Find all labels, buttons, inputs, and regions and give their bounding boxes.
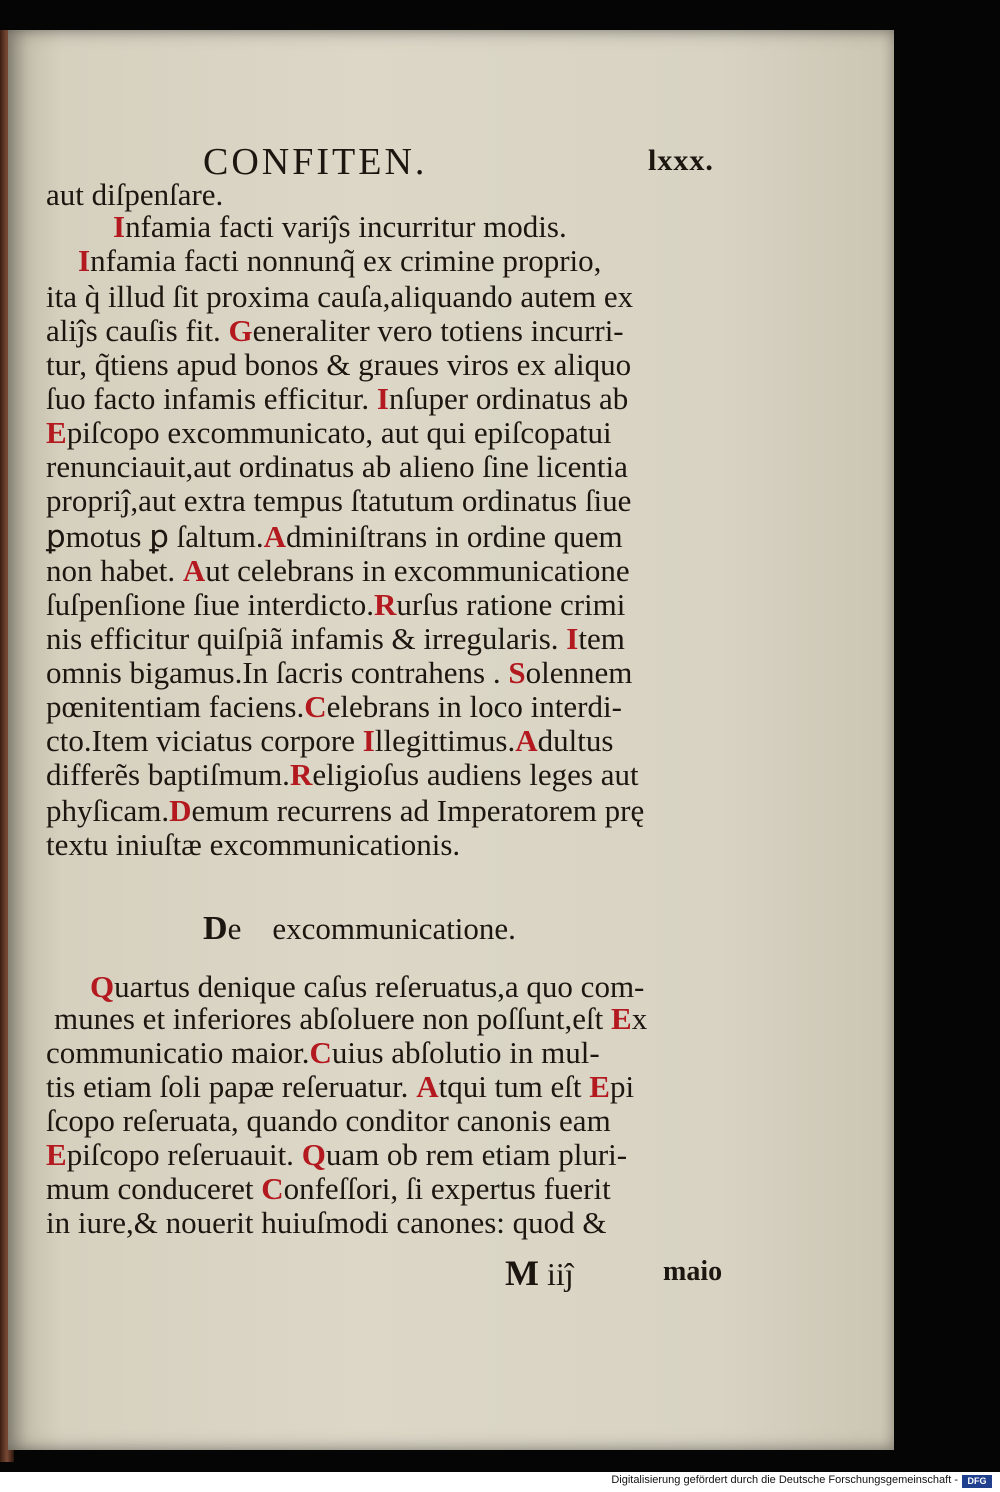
text-line xyxy=(90,970,644,1004)
line-text: elebrans in loco interdi- xyxy=(326,689,622,724)
text-line xyxy=(46,450,628,484)
book-page xyxy=(8,30,894,1450)
rubricated-initial: A xyxy=(263,519,286,554)
line-text: uius abſolutio in mul- xyxy=(331,1035,600,1070)
rubricated-initial: I xyxy=(113,209,126,244)
rubricated-initial: E xyxy=(46,1137,67,1172)
heading-initial: D xyxy=(203,910,228,947)
line-text: uam ob rem etiam pluri- xyxy=(325,1137,628,1172)
line-text: differẽs baptiſmum. xyxy=(46,757,290,792)
line-text: nfamia facti nonnunq̃ ex crimine proprio, xyxy=(90,243,602,278)
rubricated-initial: A xyxy=(182,553,206,588)
line-text: nfamia facti variĵs incurritur modis. xyxy=(125,209,567,244)
rubricated-initial: I xyxy=(362,723,375,758)
line-text: communicatio maior. xyxy=(46,1035,310,1070)
line-text: piſcopo excommunicato, aut qui epiſcopatui xyxy=(66,415,612,450)
line-text: ut celebrans in excommunicatione xyxy=(205,553,630,588)
line-text: ſuſpenſione ſiue interdicto. xyxy=(46,587,374,622)
text-line xyxy=(46,1138,627,1172)
line-text: munes et inferiores abſoluere non poſſunt,eſt xyxy=(54,1001,611,1036)
line-text: eneraliter vero totiens incurri- xyxy=(252,313,624,348)
text-line xyxy=(46,588,625,622)
line-text: nſuper ordinatus ab xyxy=(388,381,629,416)
line-text: olennem xyxy=(525,655,633,690)
rubricated-initial: D xyxy=(169,793,192,828)
line-text: tem xyxy=(578,621,625,656)
signature-letter: M xyxy=(505,1253,539,1293)
line-text: nis efficitur quiſpiã infamis & irregularis. xyxy=(46,621,567,656)
text-line xyxy=(78,244,601,278)
line-text: dminiſtrans in ordine quem xyxy=(286,519,623,554)
line-text: ſcopo reſeruata, quando conditor canonis eam xyxy=(46,1103,611,1138)
line-text: propriĵ,aut extra tempus ſtatutum ordinatus ſiue xyxy=(46,483,632,518)
line-text: tqui tum eſt xyxy=(438,1069,590,1104)
text-line xyxy=(46,280,633,314)
line-text: aut diſpenſare. xyxy=(46,177,224,212)
rubricated-initial: E xyxy=(46,415,67,450)
text-line xyxy=(46,416,612,450)
folio-number: lxxx. xyxy=(648,144,714,177)
text-line xyxy=(46,178,223,212)
heading-text: e excommunicatione. xyxy=(227,911,516,946)
text-line xyxy=(113,210,567,244)
section-heading xyxy=(203,910,516,948)
signature-mark xyxy=(505,1252,574,1294)
text-line xyxy=(46,622,625,656)
text-line xyxy=(46,656,632,690)
dfg-logo: DFG xyxy=(962,1475,992,1488)
text-line xyxy=(46,520,623,554)
line-text: llegittimus. xyxy=(374,723,516,758)
rubricated-initial: C xyxy=(304,689,327,724)
line-text: aliĵs cauſis fit. xyxy=(46,313,229,348)
line-text: pi xyxy=(609,1069,635,1104)
line-text: ita q̀ illud ſit proxima cauſa,aliquando autem ex xyxy=(46,279,634,314)
footer-bar xyxy=(0,1472,1000,1492)
text-line xyxy=(46,1070,634,1104)
rubricated-initial: R xyxy=(374,587,397,622)
rubricated-initial: C xyxy=(261,1171,284,1206)
text-line xyxy=(46,1172,611,1206)
line-text: tis etiam ſoli papæ reſeruatur. xyxy=(46,1069,417,1104)
line-text: onfeſſori, ſi expertus fuerit xyxy=(283,1171,611,1206)
line-text: tur, q̃tiens apud bonos & graues viros ex aliquo xyxy=(46,347,632,382)
line-text: pœnitentiam faciens. xyxy=(46,689,305,724)
rubricated-initial: C xyxy=(309,1035,332,1070)
line-text: uartus denique caſus reſeruatus,a quo com- xyxy=(114,969,645,1004)
rubricated-initial: S xyxy=(508,655,526,690)
line-text: emum recurrens ad Imperatorem prę xyxy=(191,793,645,828)
rubricated-initial: I xyxy=(78,243,91,278)
line-text: x xyxy=(631,1001,648,1036)
signature-number: iiĵ xyxy=(546,1256,574,1292)
text-line xyxy=(46,690,622,724)
line-text: in iure,& nouerit huiuſmodi canones: quod & xyxy=(46,1205,607,1240)
line-text: omnis bigamus.In ſacris contrahens . xyxy=(46,655,509,690)
rubricated-initial: I xyxy=(566,621,579,656)
text-line xyxy=(46,348,631,382)
line-text: eligioſus audiens leges aut xyxy=(312,757,639,792)
text-line xyxy=(54,1002,647,1036)
text-line xyxy=(46,1104,611,1138)
rubricated-initial: A xyxy=(515,723,538,758)
rubricated-initial: I xyxy=(376,381,389,416)
text-line xyxy=(46,484,631,518)
rubricated-initial: E xyxy=(611,1001,632,1036)
line-text: phyſicam. xyxy=(46,793,170,828)
text-line xyxy=(46,758,639,792)
rubricated-initial: R xyxy=(289,757,313,792)
text-line xyxy=(46,314,624,348)
line-text: ꝑmotus ꝑ ſaltum. xyxy=(46,519,264,554)
line-text: dultus xyxy=(537,723,614,758)
footer-credit: Digitalisierung gefördert durch die Deutsche Forschungsgemeinschaft - xyxy=(611,1474,958,1486)
line-text: urſus ratione crimi xyxy=(396,587,626,622)
text-line xyxy=(46,382,628,416)
line-text: ſuo facto infamis efficitur. xyxy=(46,381,377,416)
line-text: piſcopo reſeruauit. xyxy=(66,1137,302,1172)
text-line xyxy=(46,828,460,862)
rubricated-initial: A xyxy=(416,1069,439,1104)
line-text: non habet. xyxy=(46,553,183,588)
line-text: renunciauit,aut ordinatus ab alieno ſine licentia xyxy=(46,449,628,484)
rubricated-initial: E xyxy=(589,1069,610,1104)
rubricated-initial: Q xyxy=(301,1137,326,1172)
catchword: maio xyxy=(663,1256,723,1287)
line-text: mum conduceret xyxy=(46,1171,262,1206)
rubricated-initial: G xyxy=(228,313,253,348)
line-text: textu iniuſtæ excommunicationis. xyxy=(46,827,461,862)
line-text: cto.Item viciatus corpore xyxy=(46,723,363,758)
text-line xyxy=(46,554,630,588)
text-line xyxy=(46,794,644,828)
text-line xyxy=(46,724,613,758)
running-head: CONFITEN. xyxy=(203,141,428,183)
text-line xyxy=(46,1206,607,1240)
text-line xyxy=(46,1036,600,1070)
rubricated-initial: Q xyxy=(90,969,115,1004)
